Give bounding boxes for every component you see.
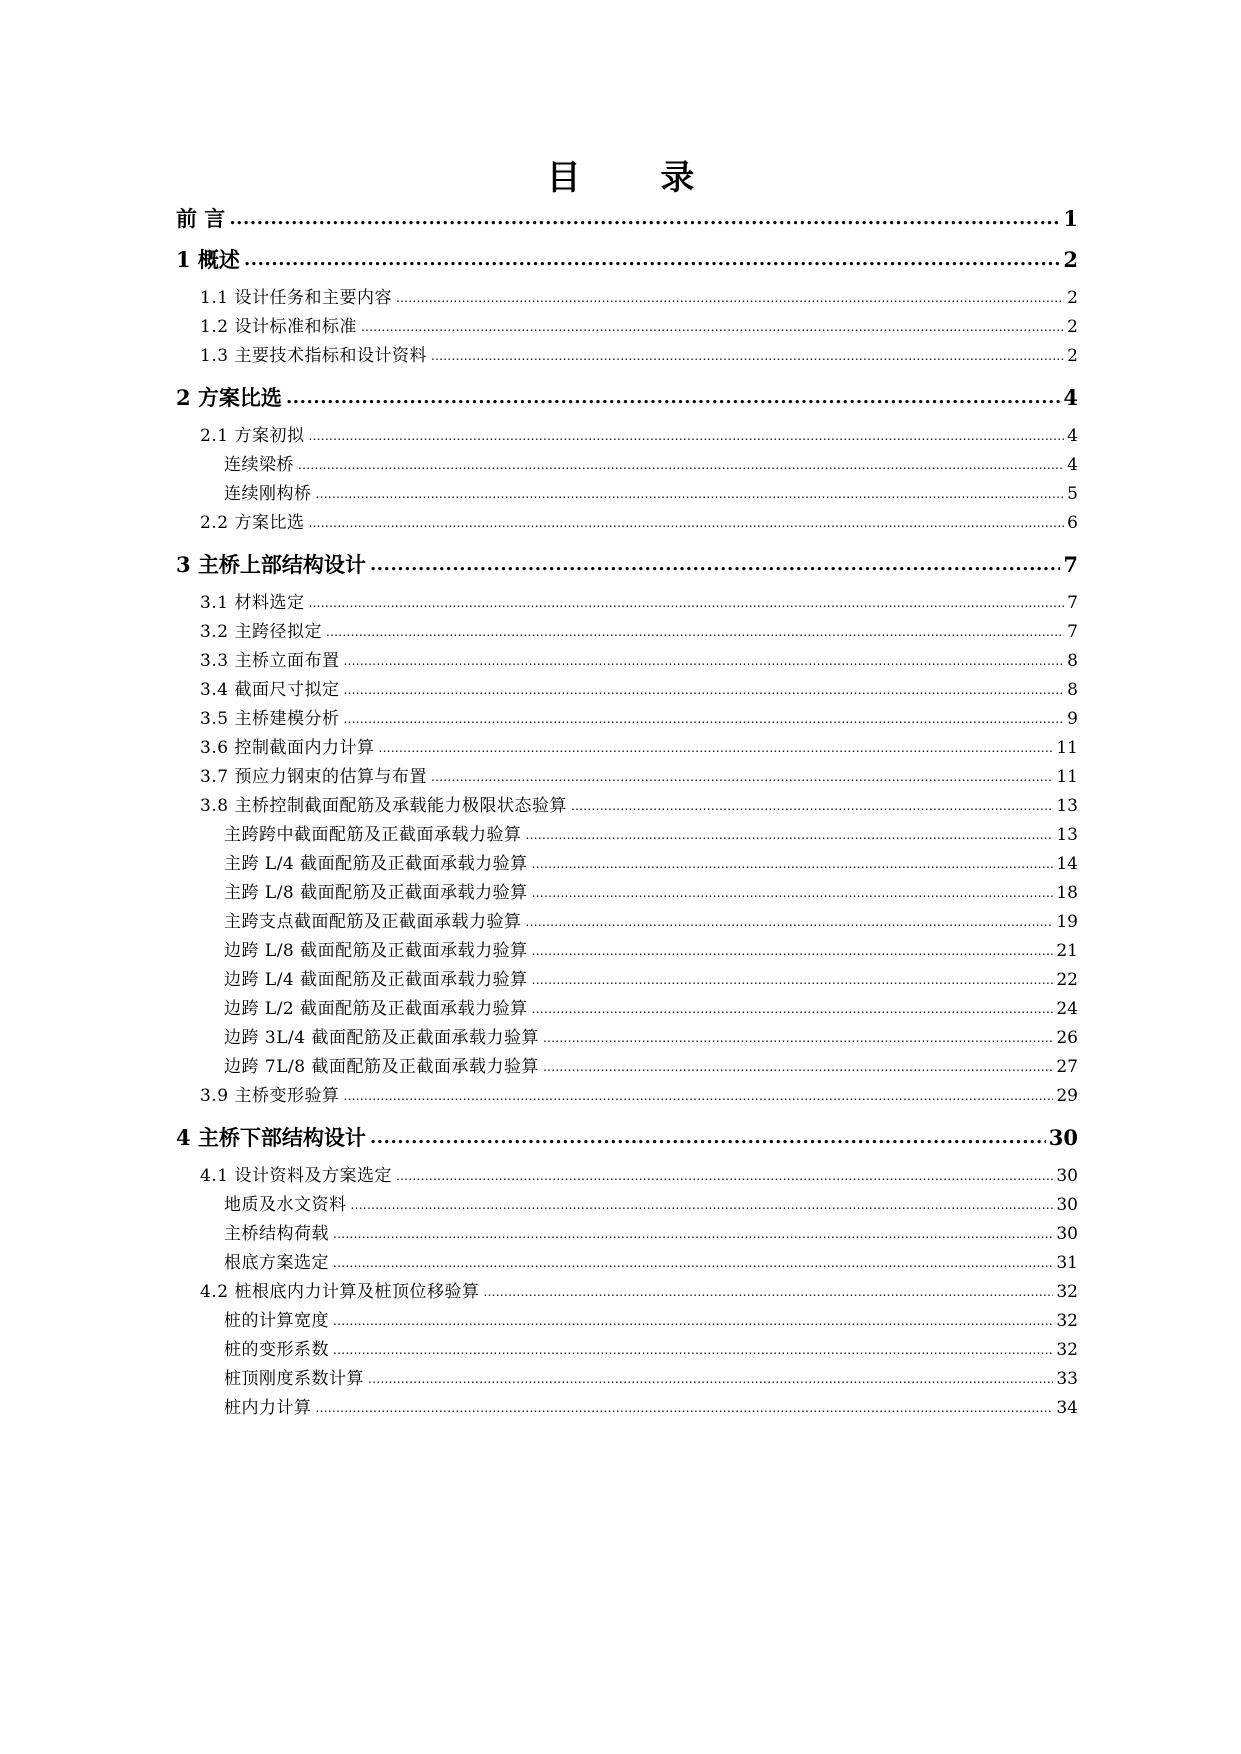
- toc-dot-leader: [308, 594, 1064, 614]
- toc-subsection-entry[interactable]: [224, 849, 1078, 875]
- toc-subsection-entry[interactable]: [224, 1364, 1078, 1390]
- toc-entry-label: 4.1 设计资料及方案选定: [200, 1166, 392, 1186]
- toc-subsection-entry[interactable]: [224, 994, 1078, 1020]
- toc-chapter-entry[interactable]: [176, 545, 1078, 579]
- toc-entry-label: 3 主桥上部结构设计: [176, 552, 366, 577]
- toc-dot-leader: [532, 942, 1054, 962]
- toc-entry-page-number: 33: [1056, 1369, 1078, 1389]
- toc-dot-leader: [343, 652, 1064, 672]
- toc-entry-label: 桩顶刚度系数计算: [224, 1369, 364, 1389]
- toc-entry-label: 1.3 主要技术指标和设计资料: [200, 346, 427, 366]
- toc-entry-page-number: 2: [1067, 346, 1078, 366]
- toc-dot-leader: [368, 1370, 1053, 1390]
- toc-subsection-entry[interactable]: [224, 1393, 1078, 1419]
- toc-entry-page-number: 5: [1067, 484, 1078, 504]
- toc-entry-page-number: 2: [1063, 247, 1078, 272]
- toc-subsection-entry[interactable]: [224, 1052, 1078, 1078]
- toc-entry-label: 1 概述: [176, 247, 240, 272]
- toc-entry-page-number: 9: [1067, 709, 1078, 729]
- toc-dot-leader: [370, 553, 1060, 579]
- toc-entry-page-number: 13: [1056, 796, 1078, 816]
- toc-entry-page-number: 13: [1056, 825, 1078, 845]
- toc-section-entry[interactable]: [200, 341, 1078, 367]
- toc-section-entry[interactable]: [200, 762, 1078, 788]
- toc-subsection-entry[interactable]: [224, 450, 1078, 476]
- toc-entry-page-number: 11: [1056, 738, 1078, 758]
- toc-subsection-entry[interactable]: [224, 1190, 1078, 1216]
- toc-section-entry[interactable]: [200, 421, 1078, 447]
- toc-entry-page-number: 4: [1067, 455, 1078, 475]
- toc-entry-page-number: 31: [1056, 1253, 1078, 1273]
- toc-dot-leader: [326, 623, 1064, 643]
- toc-entry-label: 根底方案选定: [224, 1253, 329, 1273]
- toc-entry-label: 4.2 桩根底内力计算及桩顶位移验算: [200, 1282, 480, 1302]
- toc-dot-leader: [316, 1399, 1054, 1419]
- toc-subsection-entry[interactable]: [224, 1248, 1078, 1274]
- toc-entry-page-number: 8: [1067, 680, 1078, 700]
- toc-entry-page-number: 30: [1056, 1224, 1078, 1244]
- toc-section-entry[interactable]: [200, 704, 1078, 730]
- toc-entry-page-number: 32: [1056, 1311, 1078, 1331]
- toc-entry-label: 3.7 预应力钢束的估算与布置: [200, 767, 427, 787]
- toc-dot-leader: [308, 427, 1064, 447]
- toc-entry-page-number: 24: [1056, 999, 1078, 1019]
- toc-title: 目 录: [546, 158, 729, 198]
- toc-entry-label: 桩的计算宽度: [224, 1311, 329, 1331]
- toc-entry-page-number: 2: [1067, 317, 1078, 337]
- toc-dot-leader: [343, 1087, 1053, 1107]
- toc-entry-label: 地质及水文资料: [224, 1195, 347, 1215]
- toc-entry-label: 桩内力计算: [224, 1398, 312, 1418]
- toc-entry-label: 3.2 主跨径拟定: [200, 622, 322, 642]
- toc-entry-page-number: 6: [1067, 513, 1078, 533]
- toc-entry-page-number: 30: [1048, 1125, 1078, 1150]
- toc-entry-page-number: 21: [1056, 941, 1078, 961]
- toc-subsection-entry[interactable]: [224, 1219, 1078, 1245]
- toc-dot-leader: [396, 1167, 1053, 1187]
- toc-entry-page-number: 4: [1063, 385, 1078, 410]
- toc-dot-leader: [308, 514, 1064, 534]
- toc-entry-page-number: 26: [1056, 1028, 1078, 1048]
- toc-dot-leader: [431, 768, 1053, 788]
- toc-entry-label: 边跨 L/8 截面配筋及正截面承载力验算: [224, 941, 528, 961]
- toc-dot-leader: [526, 826, 1054, 846]
- toc-subsection-entry[interactable]: [224, 1306, 1078, 1332]
- toc-section-entry[interactable]: [200, 1277, 1078, 1303]
- toc-entry-page-number: 30: [1056, 1166, 1078, 1186]
- toc-entry-page-number: 1: [1063, 206, 1078, 231]
- toc-entry-label: 1.2 设计标准和标准: [200, 317, 357, 337]
- toc-dot-leader: [343, 710, 1064, 730]
- toc-subsection-entry[interactable]: [224, 936, 1078, 962]
- toc-entry-label: 连续刚构桥: [224, 484, 312, 504]
- toc-entry-page-number: 18: [1056, 883, 1078, 903]
- toc-subsection-entry[interactable]: [224, 1023, 1078, 1049]
- toc-dot-leader: [526, 913, 1054, 933]
- toc-entry-page-number: 34: [1056, 1398, 1078, 1418]
- toc-dot-leader: [396, 289, 1064, 309]
- toc-section-entry[interactable]: [200, 588, 1078, 614]
- toc-dot-leader: [343, 681, 1064, 701]
- toc-chapter-entry[interactable]: [176, 199, 1078, 233]
- toc-entry-page-number: 7: [1063, 552, 1078, 577]
- toc-section-entry[interactable]: [200, 617, 1078, 643]
- toc-dot-leader: [333, 1254, 1053, 1274]
- toc-entry-label: 前 言: [176, 206, 226, 231]
- toc-dot-leader: [532, 1000, 1054, 1020]
- toc-dot-leader: [298, 456, 1064, 476]
- toc-subsection-entry[interactable]: [224, 878, 1078, 904]
- toc-entry-label: 3.5 主桥建模分析: [200, 709, 340, 729]
- toc-entry-label: 1.1 设计任务和主要内容: [200, 288, 392, 308]
- toc-entry-label: 3.4 截面尺寸拟定: [200, 680, 340, 700]
- toc-entry-label: 连续梁桥: [224, 455, 294, 475]
- toc-dot-leader: [333, 1312, 1053, 1332]
- toc-section-entry[interactable]: [200, 733, 1078, 759]
- toc-entry-page-number: 7: [1067, 622, 1078, 642]
- toc-dot-leader: [431, 347, 1064, 367]
- toc-entry-page-number: 29: [1056, 1086, 1078, 1106]
- toc-dot-leader: [378, 739, 1053, 759]
- toc-entry-label: 4 主桥下部结构设计: [176, 1125, 366, 1150]
- toc-entry-label: 边跨 L/4 截面配筋及正截面承载力验算: [224, 970, 528, 990]
- toc-entry-label: 2.2 方案比选: [200, 513, 305, 533]
- toc-entry-page-number: 30: [1056, 1195, 1078, 1215]
- toc-entry-page-number: 8: [1067, 651, 1078, 671]
- toc-section-entry[interactable]: [200, 791, 1078, 817]
- toc-subsection-entry[interactable]: [224, 820, 1078, 846]
- toc-entry-label: 边跨 L/2 截面配筋及正截面承载力验算: [224, 999, 528, 1019]
- toc-section-entry[interactable]: [200, 283, 1078, 309]
- toc-entry-label: 3.6 控制截面内力计算: [200, 738, 375, 758]
- toc-dot-leader: [333, 1341, 1053, 1361]
- toc-dot-leader: [286, 386, 1060, 412]
- toc-dot-leader: [543, 1058, 1053, 1078]
- toc-entry-label: 3.3 主桥立面布置: [200, 651, 340, 671]
- toc-dot-leader: [333, 1225, 1053, 1245]
- toc-entry-page-number: 32: [1056, 1282, 1078, 1302]
- toc-dot-leader: [370, 1126, 1046, 1152]
- toc-entry-label: 3.9 主桥变形验算: [200, 1086, 340, 1106]
- toc-entry-label: 主跨跨中截面配筋及正截面承载力验算: [224, 825, 522, 845]
- toc-section-entry[interactable]: [200, 646, 1078, 672]
- toc-dot-leader: [483, 1283, 1053, 1303]
- toc-chapter-entry[interactable]: [176, 240, 1078, 274]
- toc-entry-label: 2.1 方案初拟: [200, 426, 305, 446]
- toc-entry-page-number: 14: [1056, 854, 1078, 874]
- toc-entry-page-number: 27: [1056, 1057, 1078, 1077]
- toc-dot-leader: [244, 248, 1060, 274]
- toc-entry-page-number: 2: [1067, 288, 1078, 308]
- toc-subsection-entry[interactable]: [224, 479, 1078, 505]
- toc-subsection-entry[interactable]: [224, 1335, 1078, 1361]
- toc-section-entry[interactable]: [200, 312, 1078, 338]
- toc-entry-label: 主桥结构荷载: [224, 1224, 329, 1244]
- toc-entry-label: 主跨 L/8 截面配筋及正截面承载力验算: [224, 883, 528, 903]
- toc-entry-label: 2 方案比选: [176, 385, 282, 410]
- toc-entry-label: 主跨 L/4 截面配筋及正截面承载力验算: [224, 854, 528, 874]
- toc-dot-leader: [229, 207, 1060, 233]
- toc-subsection-entry[interactable]: [224, 907, 1078, 933]
- toc-section-entry[interactable]: [200, 1161, 1078, 1187]
- toc-entry-page-number: 22: [1056, 970, 1078, 990]
- toc-dot-leader: [532, 855, 1054, 875]
- toc-subsection-entry[interactable]: [224, 965, 1078, 991]
- toc-section-entry[interactable]: [200, 508, 1078, 534]
- toc-dot-leader: [532, 971, 1054, 991]
- toc-entry-label: 3.8 主桥控制截面配筋及承载能力极限状态验算: [200, 796, 567, 816]
- toc-chapter-entry[interactable]: [176, 378, 1078, 412]
- toc-entry-label: 主跨支点截面配筋及正截面承载力验算: [224, 912, 522, 932]
- toc-dot-leader: [532, 884, 1054, 904]
- toc-dot-leader: [351, 1196, 1054, 1216]
- toc-entry-label: 桩的变形系数: [224, 1340, 329, 1360]
- toc-entry-page-number: 32: [1056, 1340, 1078, 1360]
- toc-entry-page-number: 4: [1067, 426, 1078, 446]
- toc-entry-label: 边跨 7L/8 截面配筋及正截面承载力验算: [224, 1057, 539, 1077]
- toc-dot-leader: [361, 318, 1064, 338]
- toc-entry-label: 3.1 材料选定: [200, 593, 305, 613]
- toc-section-entry[interactable]: [200, 675, 1078, 701]
- toc-chapter-entry[interactable]: [176, 1118, 1078, 1152]
- toc-entry-label: 边跨 3L/4 截面配筋及正截面承载力验算: [224, 1028, 539, 1048]
- toc-dot-leader: [571, 797, 1053, 817]
- toc-dot-leader: [316, 485, 1065, 505]
- toc-dot-leader: [543, 1029, 1053, 1049]
- toc-entry-page-number: 19: [1056, 912, 1078, 932]
- toc-section-entry[interactable]: [200, 1081, 1078, 1107]
- toc-entry-page-number: 7: [1067, 593, 1078, 613]
- toc-entry-page-number: 11: [1056, 767, 1078, 787]
